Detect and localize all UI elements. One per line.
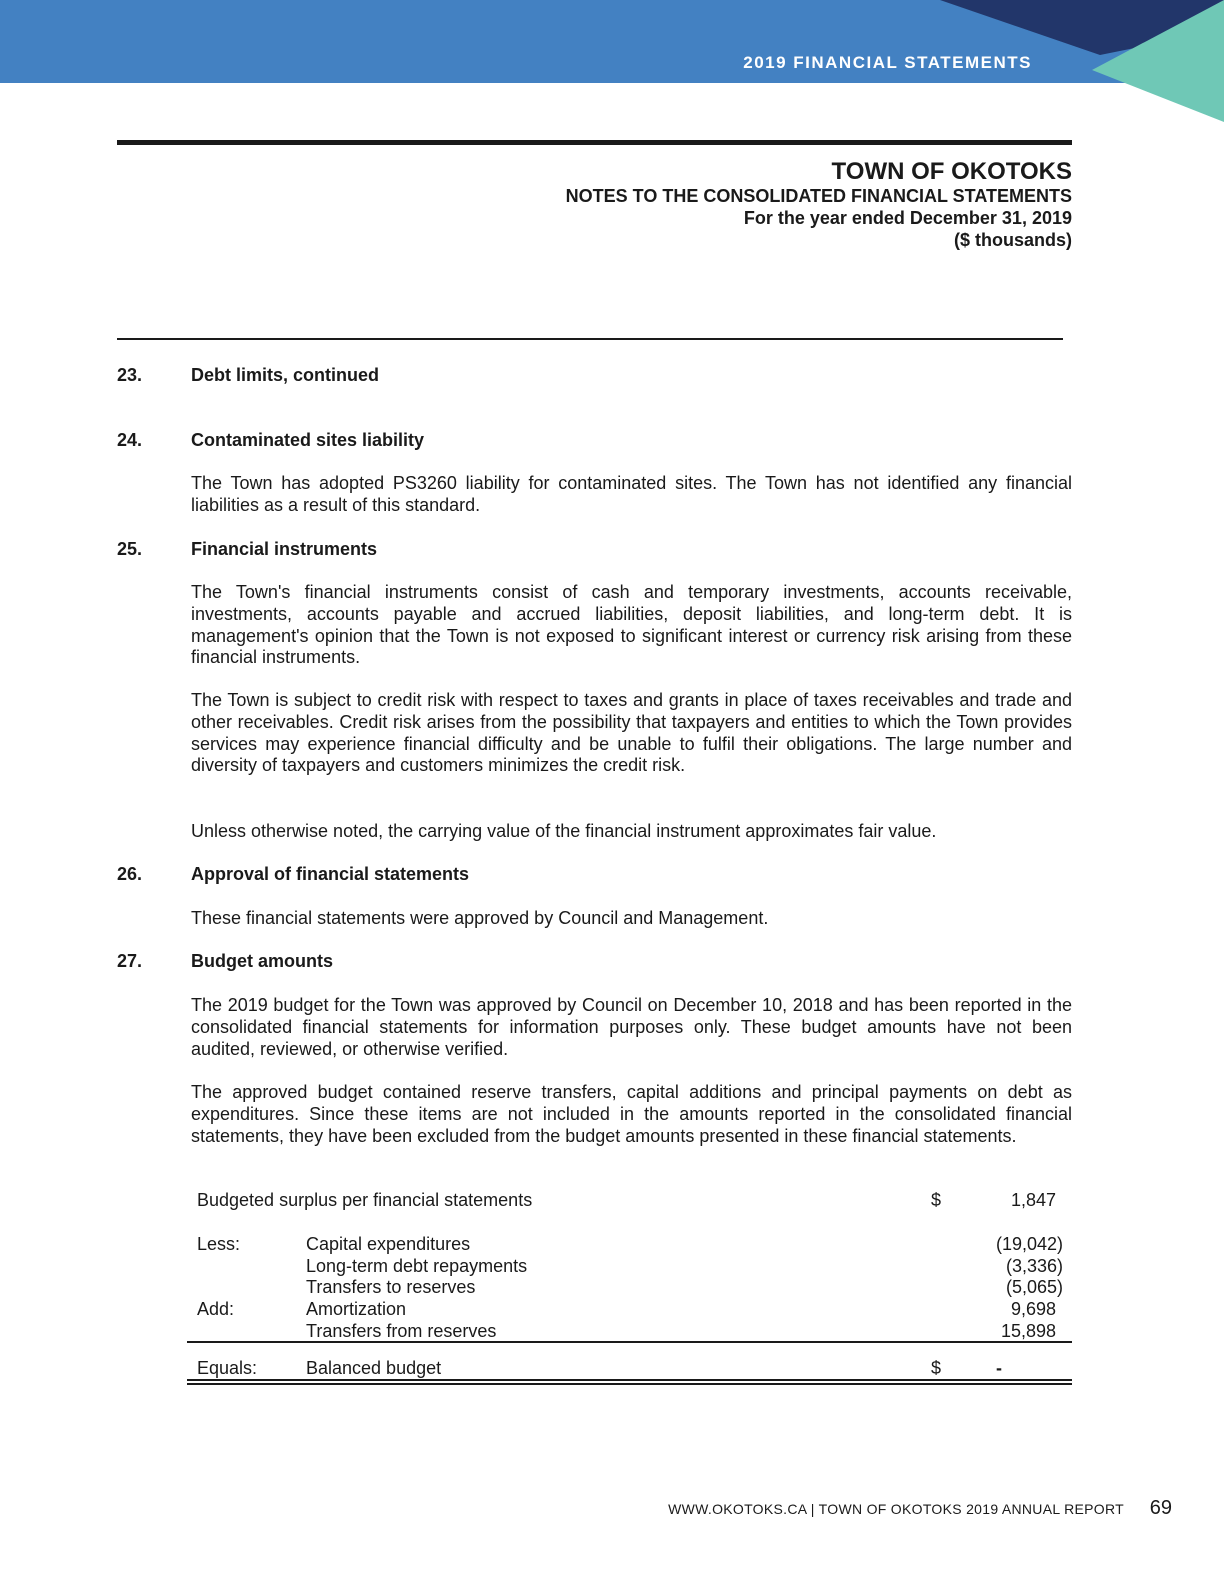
budget-surplus-label: Budgeted surplus per financial statements bbox=[197, 1190, 533, 1210]
note-number: 26. bbox=[117, 864, 143, 884]
total-double-rule-bottom bbox=[187, 1383, 1072, 1385]
document-town: TOWN OF OKOTOKS bbox=[831, 158, 1072, 185]
note-paragraph: The Town's financial instruments consist of cash and temporary investments, accounts receivable, investments, accounts payable and accrued liabilities, deposit liabilities, and long-term debt. It is management's opinion that the Town is not exposed to significant interest or currency risk arising from these financial instruments. bbox=[191, 582, 1072, 668]
note-paragraph: The 2019 budget for the Town was approved by Council on December 10, 2018 and has been reported in the consolidated financial statements for information purposes only. These budget amounts have not been audited, reviewed, or otherwise verified. bbox=[191, 995, 1072, 1059]
table-row-item: Long-term debt repayments bbox=[306, 1256, 528, 1276]
table-row-value: (19,042) bbox=[995, 1234, 1063, 1254]
document-period: For the year ended December 31, 2019 bbox=[743, 208, 1072, 228]
note-title: Budget amounts bbox=[191, 951, 333, 971]
table-row-value: 15,898 bbox=[1000, 1321, 1056, 1341]
table-row-value: (5,065) bbox=[1005, 1277, 1063, 1297]
note-paragraph: Unless otherwise noted, the carrying value of the financial instrument approximates fair value. bbox=[191, 821, 937, 841]
note-number: 27. bbox=[117, 951, 143, 971]
note-number: 25. bbox=[117, 539, 143, 559]
note-title: Financial instruments bbox=[191, 539, 378, 559]
note-number: 23. bbox=[117, 365, 143, 385]
table-row-item: Capital expenditures bbox=[306, 1234, 471, 1254]
note-title: Debt limits, continued bbox=[191, 365, 380, 385]
note-paragraph: The Town has adopted PS3260 liability for contaminated sites. The Town has not identified any financial liabilities as a result of this standard. bbox=[191, 473, 1072, 515]
page-number: 69 bbox=[1149, 1497, 1172, 1519]
header-rule bbox=[117, 140, 1072, 145]
total-label: Balanced budget bbox=[306, 1358, 442, 1378]
banner-decoration bbox=[0, 0, 1224, 125]
table-row-value: (3,336) bbox=[1005, 1256, 1063, 1276]
note-number: 24. bbox=[117, 430, 143, 450]
table-row-item: Amortization bbox=[306, 1299, 407, 1319]
banner-title: 2019 FINANCIAL STATEMENTS bbox=[743, 53, 1032, 72]
subtotal-rule bbox=[187, 1341, 1072, 1343]
document-units: ($ thousands) bbox=[953, 230, 1072, 250]
note-paragraph: The approved budget contained reserve transfers, capital additions and principal payments on debt as expenditures. Since these items are not included in the amounts reported in the consolidated financial statements, they have been excluded from the budget amounts presented in these financial statements. bbox=[191, 1082, 1072, 1146]
currency-symbol: $ bbox=[931, 1190, 942, 1210]
table-row-value: 9,698 bbox=[1010, 1299, 1056, 1319]
table-row-item: Transfers to reserves bbox=[306, 1277, 476, 1297]
note-paragraph: These financial statements were approved by Council and Management. bbox=[191, 908, 769, 928]
document-subtitle: NOTES TO THE CONSOLIDATED FINANCIAL STATEMENTS bbox=[565, 186, 1072, 206]
note-paragraph: The Town is subject to credit risk with respect to taxes and grants in place of taxes receivables and trade and other receivables. Credit risk arises from the possibility that taxpayers and entities to which the Town provides services may experience financial difficulty and be unable to fulfil their obligations. The large number and diversity of taxpayers and customers minimizes the credit risk. bbox=[191, 690, 1072, 776]
table-row-item: Transfers from reserves bbox=[306, 1321, 497, 1341]
total-double-rule-top bbox=[187, 1379, 1072, 1381]
equals-label: Equals: bbox=[197, 1358, 258, 1378]
add-label: Add: bbox=[197, 1299, 235, 1319]
note-title: Approval of financial statements bbox=[191, 864, 470, 884]
total-value: - bbox=[996, 1358, 1002, 1378]
budget-surplus-value: 1,847 bbox=[1010, 1190, 1056, 1210]
less-label: Less: bbox=[197, 1234, 241, 1254]
section-rule bbox=[117, 338, 1063, 340]
note-title: Contaminated sites liability bbox=[191, 430, 425, 450]
currency-symbol: $ bbox=[931, 1358, 942, 1378]
footer-text: WWW.OKOTOKS.CA | TOWN OF OKOTOKS 2019 ANNUAL REPORT bbox=[668, 1501, 1124, 1517]
